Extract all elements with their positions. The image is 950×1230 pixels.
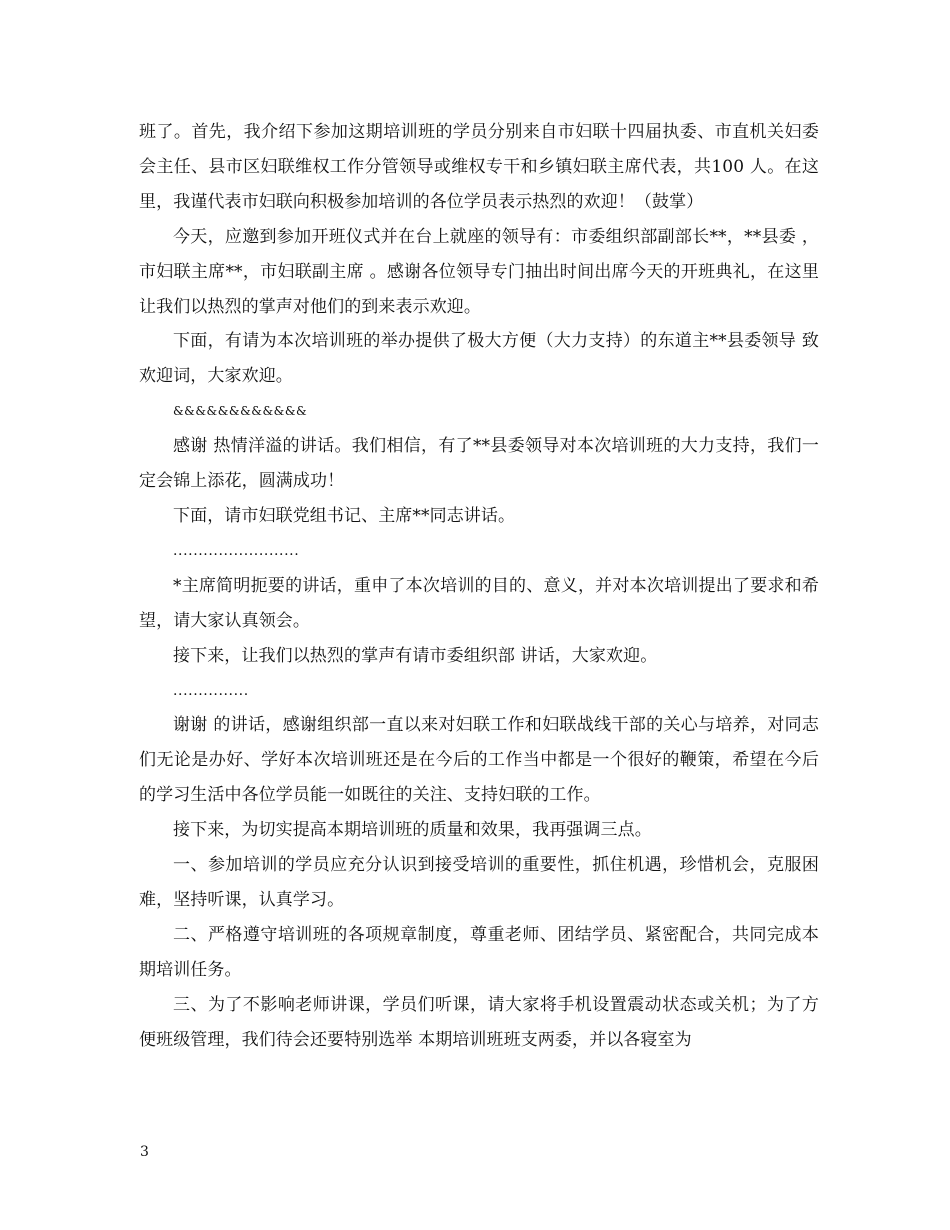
placeholder-dots-2: ............... (173, 682, 249, 699)
paragraph-4: 感谢 热情洋溢的讲话。我们相信，有了**县委领导对本次培训班的大力支持，我们一定会锦上添花，圆满成功！ (139, 436, 819, 492)
paragraph-6: *主席简明扼要的讲话，重申了本次培训的目的、意义，并对本次培训提出了要求和希望，请大家认真领会。 (139, 575, 819, 631)
placeholder-dots-1: ......................... (173, 542, 300, 559)
paragraph-12: 三、为了不影响老师讲课，学员们听课，请大家将手机设置震动状态或关机；为了方便班级管理，我们待会还要特别选举 本期培训班班支两委，并以各寝室为 (139, 994, 819, 1050)
paragraph-11: 二、严格遵守培训班的各项规章制度，尊重老师、团结学员、紧密配合，共同完成本期培训任务。 (139, 924, 819, 980)
paragraph-7: 接下来，让我们以热烈的掌声有请市委组织部 讲话，大家欢迎。 (173, 645, 658, 666)
document-body (139, 115, 819, 1057)
page-number: 3 (140, 1144, 149, 1160)
paragraph-10: 一、参加培训的学员应充分认识到接受培训的重要性，抓住机遇，珍惜机会，克服困难，坚持听课，认真学习。 (139, 855, 819, 910)
paragraph-9: 接下来，为切实提高本期培训班的质量和效果，我再强调三点。 (173, 820, 652, 841)
paragraph-5: 下面，请市妇联党组书记、主席**同志讲话。 (173, 505, 516, 526)
paragraph-3: 下面，有请为本次培训班的举办提供了极大方便（大力支持）的东道主**县委领导 致欢迎词，大家欢迎。 (139, 331, 819, 387)
placeholder-ampersands: &&&&&&&&&&&& (173, 404, 308, 419)
paragraph-2: 今天，应邀到参加开班仪式并在台上就座的领导有：市委组织部副部长**，**县委 ，市妇联主席**，市妇联副主席 。感谢各位领导专门抽出时间出席今天的开班典礼，在这里让我们以热烈的掌声对他们的到来表示欢迎。 (139, 226, 819, 317)
paragraph-8: 谢谢 的讲话，感谢组织部一直以来对妇联工作和妇联战线干部的关心与培养，对同志们无论是办好、学好本次培训班还是在今后的工作当中都是一个很好的鞭策，希望在今后的学习生活中各位学员能一如既往的关注、支持妇联的工作。 (139, 715, 819, 806)
paragraph-1: 班了。首先，我介绍下参加这期培训班的学员分别来自市妇联十四届执委、市直机关妇委会主任、县市区妇联维权工作分管领导或维权专干和乡镇妇联主席代表，共100 人。在这里，我谨代表市妇联向积极参加培训的各位学员表示热烈的欢迎！（鼓掌） (139, 122, 819, 212)
